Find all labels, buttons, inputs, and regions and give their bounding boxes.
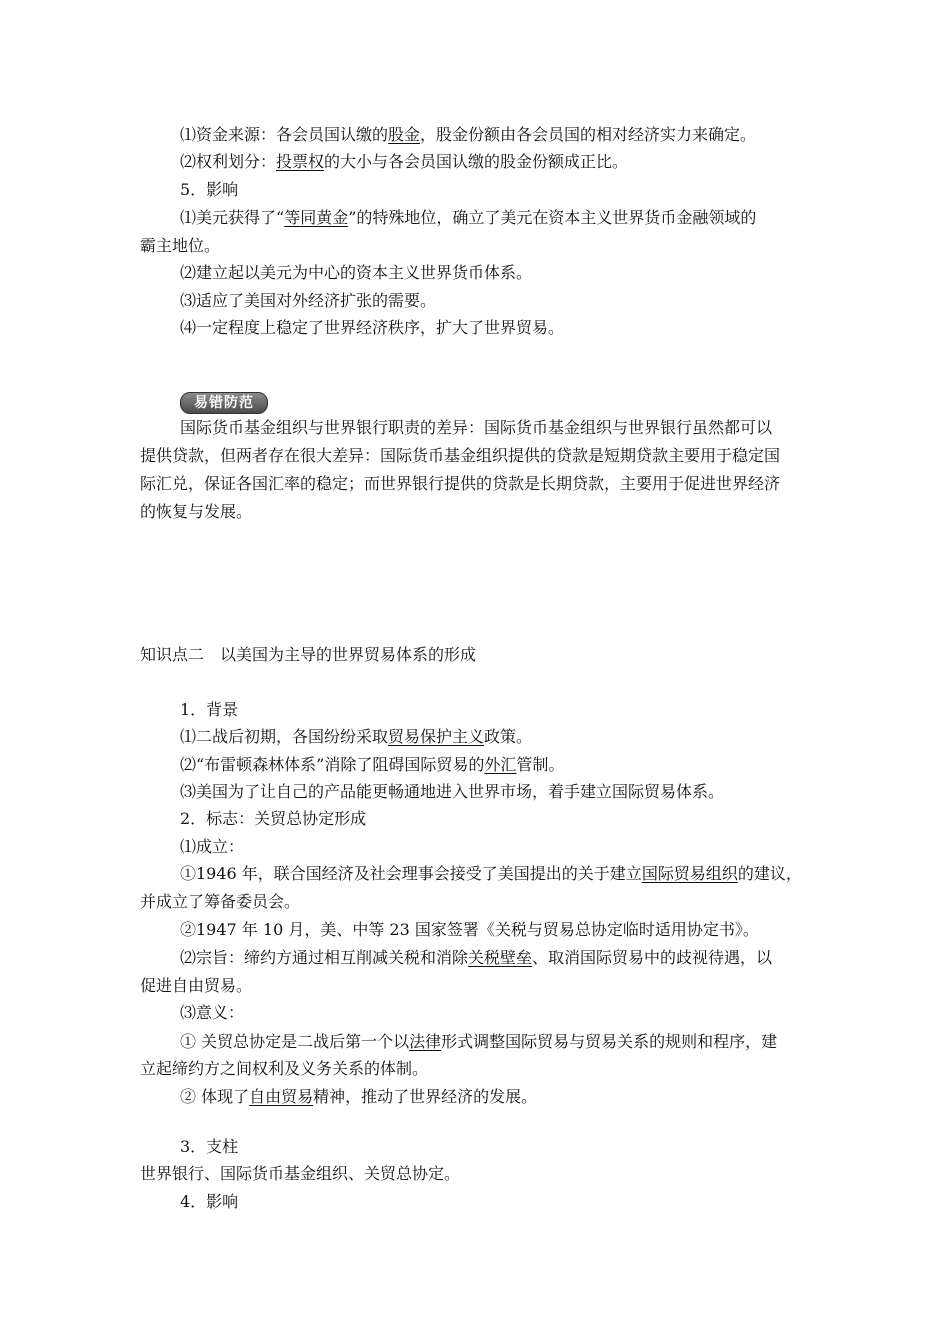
influence-item-1: ⑴美元获得了“等同黄金”的特殊地位，确立了美元在资本主义世界货币金融领域的 (180, 208, 757, 227)
heading-background: 1．背景 (180, 700, 239, 719)
establishment-heading: ⑴成立： (180, 837, 245, 856)
answer-blank: 外汇 (484, 755, 517, 774)
background-item-2: ⑵“布雷顿森林体系”消除了阻碍国际贸易的外汇管制。 (180, 755, 565, 774)
answer-blank: 关税壁垒 (468, 948, 533, 967)
tip-paragraph-line: 的恢复与发展。 (140, 502, 253, 521)
heading-pillars: 3．支柱 (180, 1137, 239, 1156)
background-item-3: ⑶美国为了让自己的产品能更畅通地进入世界市场，着手建立国际贸易体系。 (180, 782, 725, 801)
heading-symbol: 2．标志：关贸总协定形成 (180, 809, 367, 828)
tip-paragraph-line: 提供贷款，但两者存在很大差异：国际货币基金组织提供的贷款是短期贷款主要用于稳定国 (140, 446, 781, 465)
heading-influence-2: 4．影响 (180, 1192, 239, 1211)
tip-paragraph-line: 国际货币基金组织与世界银行职责的差异：国际货币基金组织与世界银行虽然都可以 (180, 418, 773, 437)
significance-heading: ⑶意义： (180, 1003, 245, 1022)
influence-item-2: ⑵建立起以美元为中心的资本主义世界货币体系。 (180, 263, 533, 282)
establishment-item-1-cont: 并成立了筹备委员会。 (140, 892, 301, 911)
significance-item-1-cont: 立起缔约方之间权利及义务关系的体制。 (140, 1059, 429, 1078)
error-prevention-badge: 易错防范 (180, 392, 268, 414)
answer-blank: 等同黄金 (284, 208, 349, 227)
establishment-item-1: ①1946 年，联合国经济及社会理事会接受了美国提出的关于建立国际贸易组织的建议， (180, 864, 802, 883)
heading-influence: 5．影响 (180, 180, 239, 199)
tip-paragraph-line: 际汇兑，保证各国汇率的稳定；而世界银行提供的贷款是长期贷款，主要用于促进世界经济 (140, 474, 781, 493)
significance-item-1: ① 关贸总协定是二战后第一个以法律形式调整国际贸易与贸易关系的规则和程序，建 (180, 1032, 778, 1051)
section-title: 知识点二 以美国为主导的世界贸易体系的形成 (140, 645, 477, 664)
fund-source-line: ⑴资金来源：各会员国认缴的股金，股金份额由各会员国的相对经济实力来确定。 (180, 125, 757, 144)
answer-blank: 贸易保护主义 (388, 727, 485, 746)
influence-item-3: ⑶适应了美国对外经济扩张的需要。 (180, 291, 437, 310)
answer-blank: 国际贸易组织 (641, 864, 738, 883)
purpose-line-cont: 促进自由贸易。 (140, 976, 253, 995)
answer-blank: 股金 (388, 125, 421, 144)
significance-item-2: ② 体现了自由贸易精神，推动了世界经济的发展。 (180, 1087, 538, 1106)
purpose-line: ⑵宗旨：缔约方通过相互削减关税和消除关税壁垒、取消国际贸易中的歧视待遇，以 (180, 948, 773, 967)
background-item-1: ⑴二战后初期，各国纷纷采取贸易保护主义政策。 (180, 727, 533, 746)
pillars-text: 世界银行、国际货币基金组织、关贸总协定。 (140, 1164, 461, 1183)
answer-blank: 法律 (409, 1032, 442, 1051)
influence-item-4: ⑷一定程度上稳定了世界经济秩序，扩大了世界贸易。 (180, 318, 565, 337)
voting-rights-line: ⑵权利划分：投票权的大小与各会员国认缴的股金份额成正比。 (180, 152, 629, 171)
answer-blank: 自由贸易 (249, 1087, 314, 1106)
answer-blank: 投票权 (276, 152, 325, 171)
establishment-item-2: ②1947 年 10 月，美、中等 23 国家签署《关税与贸易总协定临时适用协定书》。 (180, 920, 759, 939)
influence-item-1-cont: 霸主地位。 (140, 236, 221, 255)
